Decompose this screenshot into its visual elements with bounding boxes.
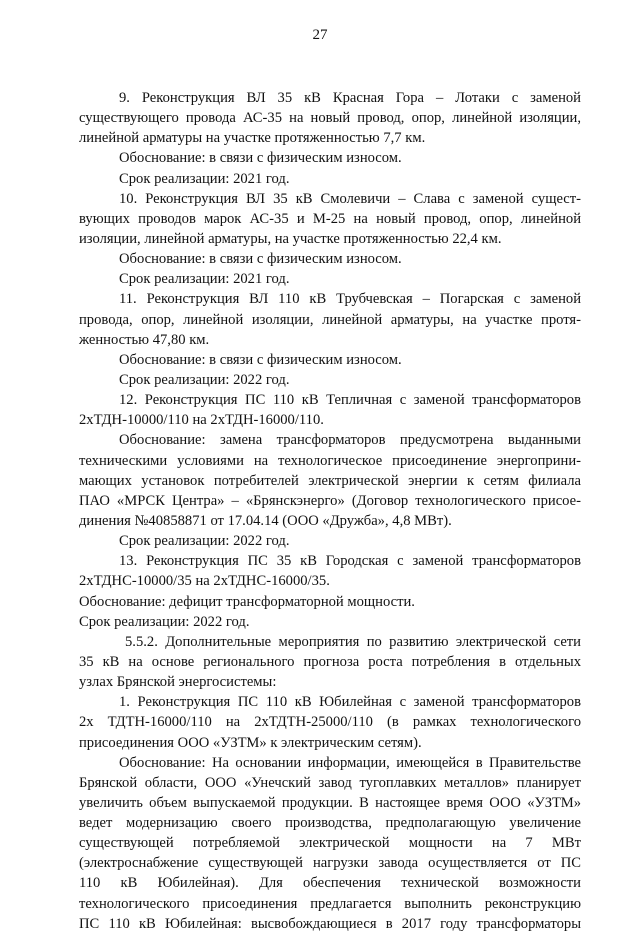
text-line: узлах Брянской энергосистемы:	[79, 674, 277, 691]
text-line: женностью 47,80 км.	[79, 331, 210, 348]
text-line: изоляции, линейной арматуры, на участке протяженностью 22,4 км.	[79, 230, 502, 247]
text-line: Обоснование: в связи с физическим износом.	[119, 150, 402, 167]
text-line: 12. Реконструкция ПС 110 кВ Тепличная с заменой трансформаторов	[119, 392, 581, 409]
text-line: увеличить объем выпускаемой продукции. В настоящее время ООО «УЗТМ»	[79, 794, 581, 811]
text-line: Обоснование: в связи с физическим износом.	[119, 251, 402, 268]
text-line: 2хТДН-10000/110 на 2хТДН-16000/110.	[79, 412, 324, 429]
text-line: 11. Реконструкция ВЛ 110 кВ Трубчевская – Погарская с заменой	[119, 291, 581, 308]
text-line: Срок реализации: 2022 год.	[79, 613, 250, 630]
text-line: Обоснование: дефицит трансформаторной мощности.	[79, 593, 415, 610]
text-line: Обоснование: замена трансформаторов предусмотрена выданными	[119, 432, 581, 449]
text-line: технологического присоединения предлагается выполнить реконструкцию	[79, 895, 581, 912]
text-line: техническими условиями на технологическое присоединение энергоприни-	[79, 452, 581, 469]
text-line: 2хТДНС-10000/35 на 2хТДНС-16000/35.	[79, 573, 330, 590]
text-line: мающих установок потребителей электрической энергии к сетям филиала	[79, 472, 581, 489]
text-line: 1. Реконструкция ПС 110 кВ Юбилейная с заменой трансформаторов	[119, 694, 581, 711]
text-line: ПАО «МРСК Центра» – «Брянскэнерго» (Договор технологического присое-	[79, 492, 581, 509]
page-number: 27	[312, 27, 328, 43]
text-line: Срок реализации: 2022 год.	[119, 533, 290, 550]
text-line: ПС 110 кВ Юбилейная: высвобождающиеся в 2017 году трансформаторы	[79, 915, 581, 932]
text-line: динения №40858871 от 17.04.14 (ООО «Дружба», 4,8 МВт).	[79, 512, 452, 529]
text-line: Обоснование: На основании информации, имеющейся в Правительстве	[119, 754, 581, 771]
text-line: вующих проводов марок АС-35 и М-25 на новый провод, опор, линейной	[79, 210, 581, 227]
text-line: ведет модернизацию своего производства, предполагающую увеличение	[79, 815, 581, 832]
text-line: 13. Реконструкция ПС 35 кВ Городская с заменой трансформаторов	[119, 553, 581, 570]
text-line: провода, опор, линейной изоляции, линейной арматуры, на участке протя-	[79, 311, 581, 328]
text-line: Срок реализации: 2021 год.	[119, 271, 290, 288]
text-line: присоединения ООО «УЗТМ» к электрическим сетям).	[79, 734, 422, 751]
text-line: Брянской области, ООО «Унечский завод тугоплавких металлов» планирует	[79, 774, 581, 791]
text-line: существующего провода АС-35 на новый провод, опор, линейной изоляции,	[79, 110, 581, 127]
text-line: 5.5.2. Дополнительные мероприятия по развитию электрической сети	[125, 633, 581, 650]
text-line: линейной арматуры на участке протяженностью 7,7 км.	[79, 130, 426, 147]
text-line: существующей потребляемой электрической мощности на 7 МВт	[79, 835, 581, 852]
text-line: 110 кВ Юбилейная). Для обеспечения технической возможности	[79, 875, 581, 892]
text-line: Обоснование: в связи с физическим износом.	[119, 351, 402, 368]
text-line: 9. Реконструкция ВЛ 35 кВ Красная Гора – Лотаки с заменой	[119, 90, 581, 106]
text-line: (электроснабжение существующей нагрузки завода осуществляется от ПС	[79, 855, 581, 872]
text-line: 2х ТДТН-16000/110 на 2хТДТН-25000/110 (в рамках технологического	[79, 714, 581, 731]
text-line: Срок реализации: 2022 год.	[119, 371, 290, 388]
text-line: Срок реализации: 2021 год.	[119, 170, 290, 187]
document-body	[79, 88, 581, 934]
text-line: 35 кВ на основе регионального прогноза роста потребления в отдельных	[79, 653, 581, 670]
text-line: 10. Реконструкция ВЛ 35 кВ Смолевичи – Слава с заменой сущест-	[119, 190, 581, 207]
